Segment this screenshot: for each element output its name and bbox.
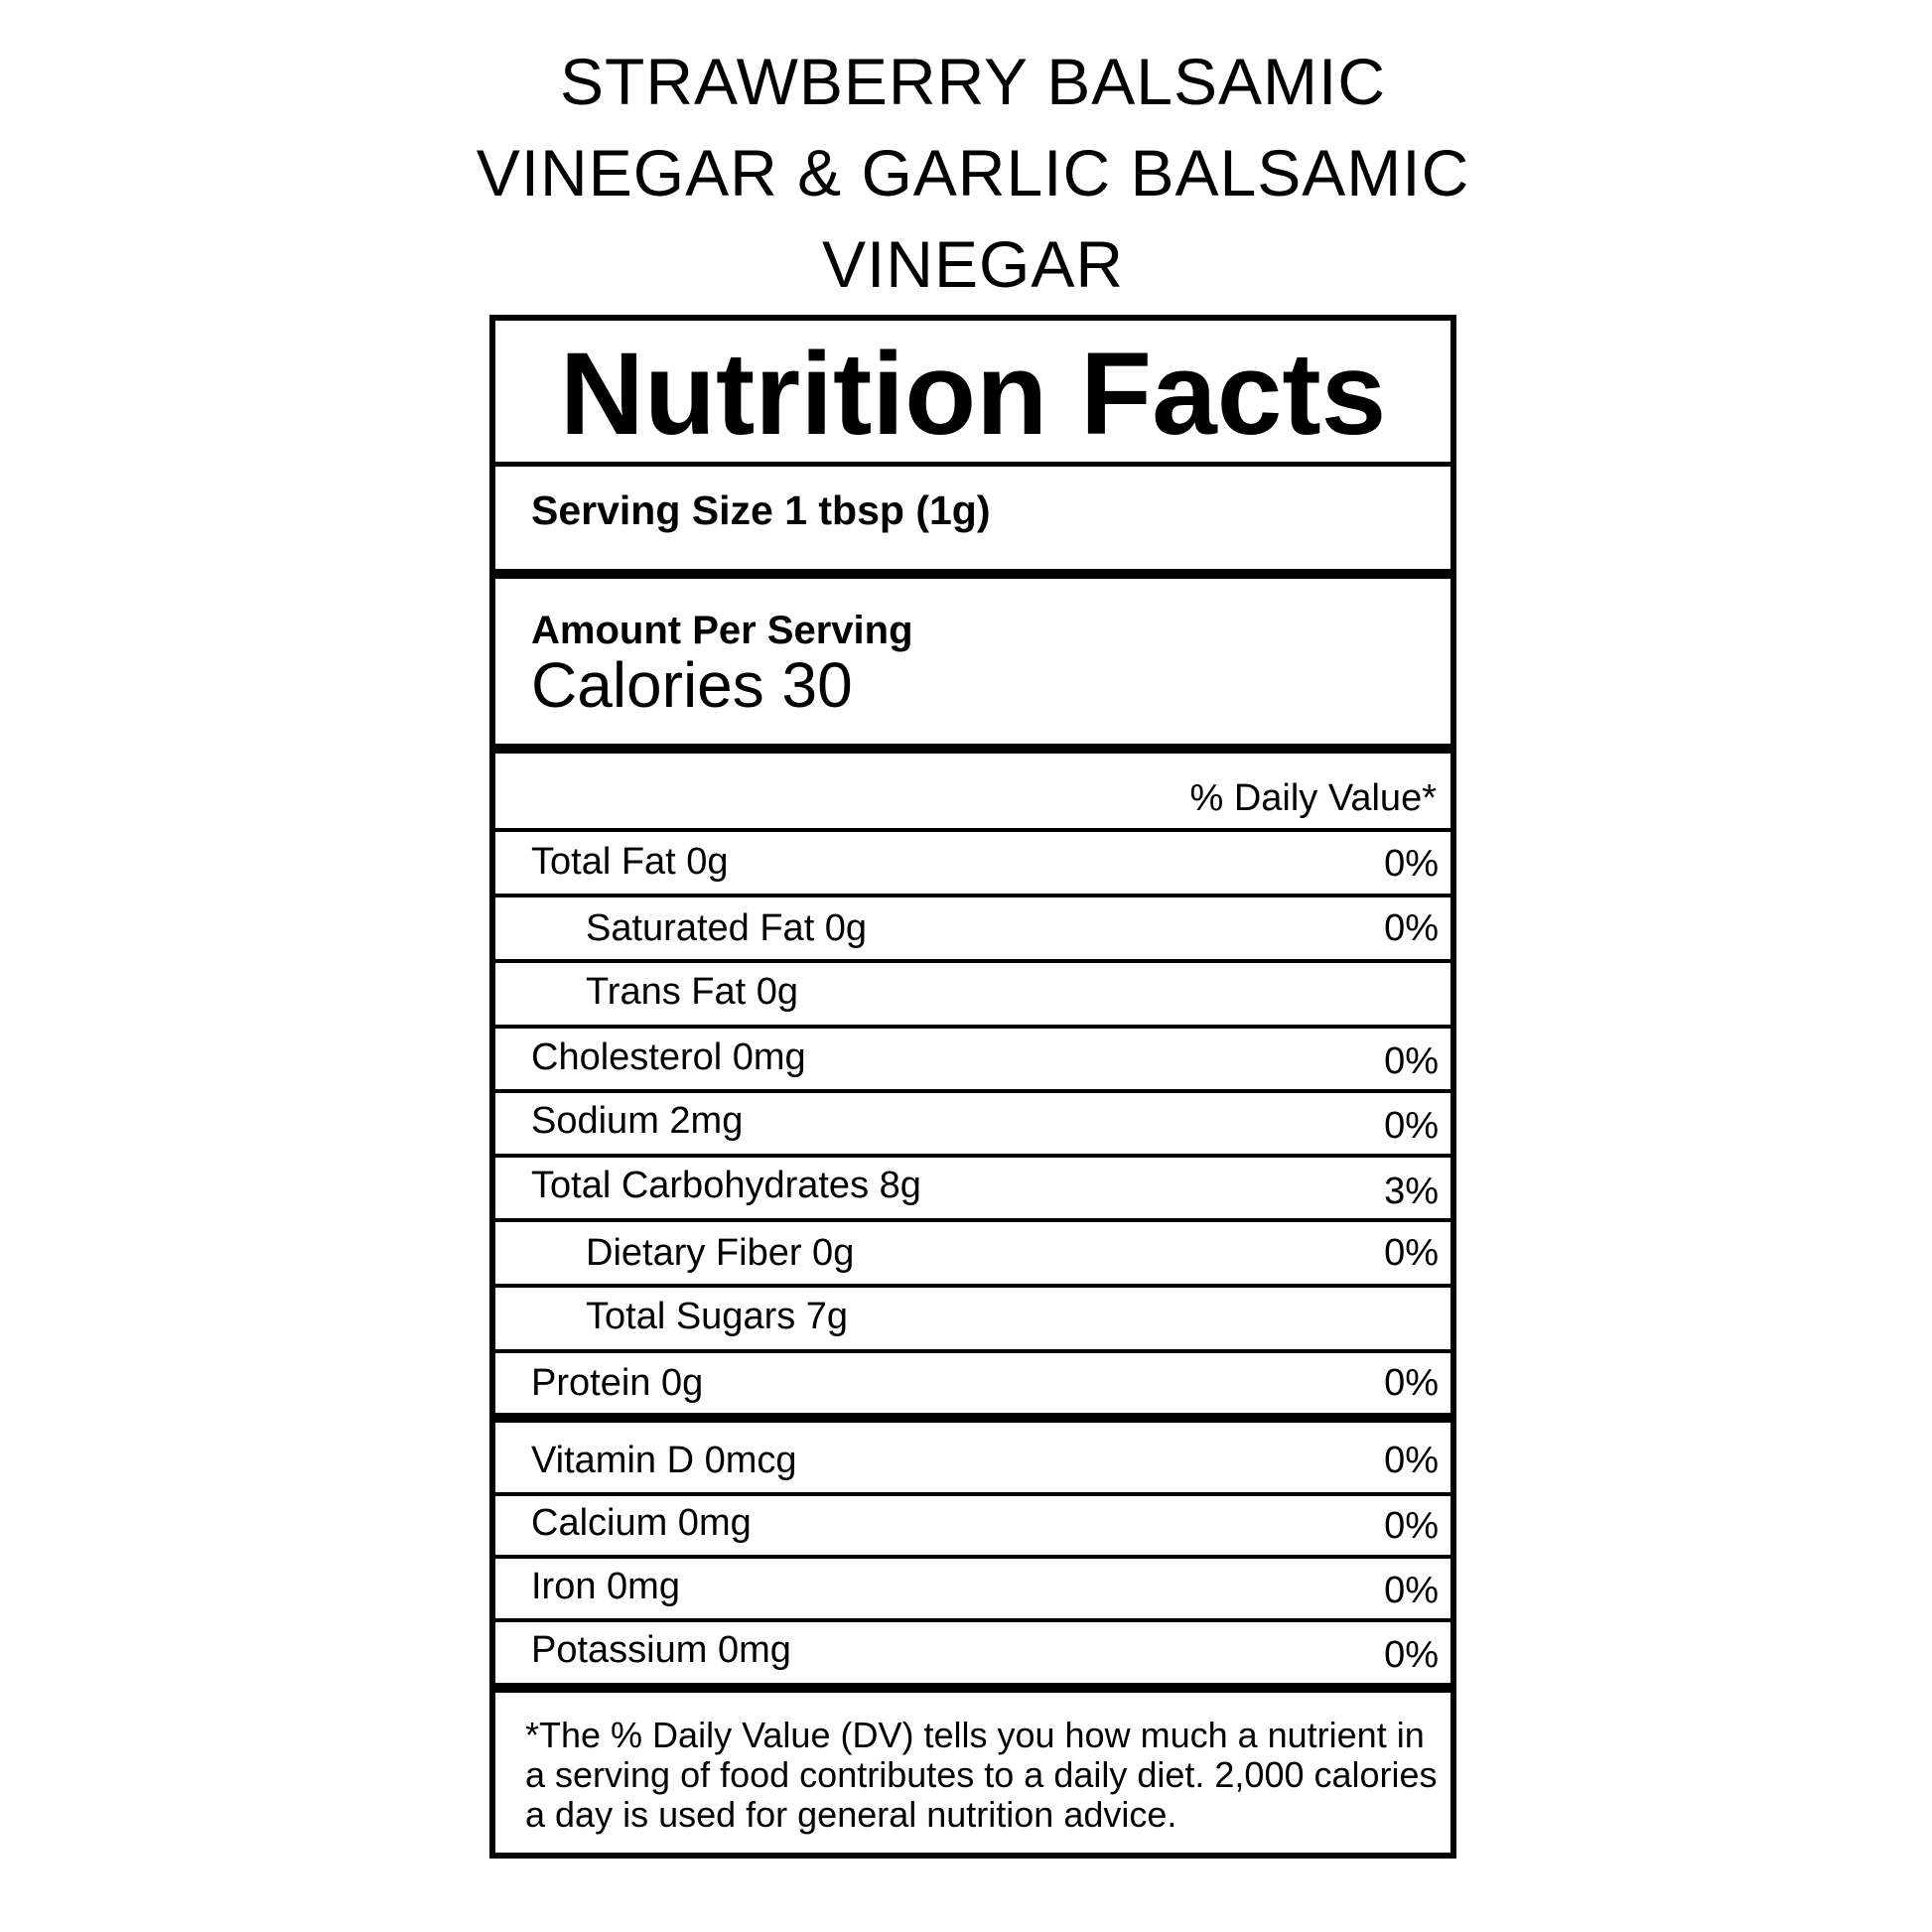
daily-value-header: % Daily Value* bbox=[1189, 777, 1437, 819]
divider-thick bbox=[495, 569, 1450, 579]
nutrition-facts-label bbox=[489, 315, 1456, 1859]
nutrient-name-protein: Protein 0g bbox=[531, 1362, 704, 1404]
divider-thin bbox=[495, 828, 1450, 832]
divider-thin bbox=[495, 1618, 1450, 1622]
divider-thin bbox=[495, 894, 1450, 897]
divider-thin bbox=[495, 1349, 1450, 1353]
nutrient-dv-potassium: 0% bbox=[1384, 1634, 1439, 1676]
divider-thin bbox=[495, 1154, 1450, 1158]
nutrient-name-potassium: Potassium 0mg bbox=[531, 1629, 791, 1671]
nutrient-name-total-fat: Total Fat 0g bbox=[531, 841, 729, 883]
nutrient-dv-vitamin-d: 0% bbox=[1384, 1440, 1439, 1481]
divider-thin bbox=[495, 1284, 1450, 1288]
product-title bbox=[0, 36, 1932, 310]
nutrient-dv-saturated-fat: 0% bbox=[1384, 907, 1439, 949]
nutrient-name-saturated-fat: Saturated Fat 0g bbox=[586, 907, 868, 949]
divider-thin bbox=[495, 1555, 1450, 1559]
nutrient-dv-calcium: 0% bbox=[1384, 1505, 1439, 1547]
nutrient-dv-total-fat: 0% bbox=[1384, 843, 1439, 885]
label-title: Nutrition Facts bbox=[559, 329, 1387, 460]
amount-per-serving: Amount Per Serving bbox=[531, 609, 913, 652]
nutrient-name-dietary-fiber: Dietary Fiber 0g bbox=[586, 1232, 855, 1274]
divider-thin bbox=[495, 1089, 1450, 1093]
divider-thick bbox=[495, 1413, 1450, 1423]
nutrient-dv-sodium: 0% bbox=[1384, 1105, 1439, 1147]
nutrient-name-cholesterol: Cholesterol 0mg bbox=[531, 1036, 806, 1078]
product-title-line-2: VINEGAR & GARLIC BALSAMIC bbox=[476, 136, 1470, 209]
product-title-line-1: STRAWBERRY BALSAMIC bbox=[560, 45, 1386, 118]
nutrient-name-trans-fat: Trans Fat 0g bbox=[586, 971, 799, 1013]
divider-thick bbox=[495, 744, 1450, 754]
product-title-line-3: VINEGAR bbox=[821, 227, 1125, 301]
nutrient-dv-dietary-fiber: 0% bbox=[1384, 1232, 1439, 1274]
nutrient-dv-protein: 0% bbox=[1384, 1362, 1439, 1404]
nutrient-name-vitamin-d: Vitamin D 0mcg bbox=[531, 1440, 797, 1481]
nutrient-name-calcium: Calcium 0mg bbox=[531, 1502, 752, 1544]
divider-thin bbox=[495, 1025, 1450, 1029]
nutrient-name-sodium: Sodium 2mg bbox=[531, 1100, 744, 1142]
divider-thin bbox=[495, 462, 1450, 467]
divider-thin bbox=[495, 1218, 1450, 1222]
divider-thin bbox=[495, 1492, 1450, 1496]
serving-size: Serving Size 1 tbsp (1g) bbox=[531, 487, 991, 533]
nutrient-name-iron: Iron 0mg bbox=[531, 1566, 680, 1607]
daily-value-footnote: *The % Daily Value (DV) tells you how much a nutrient in a serving of food contributes to a daily diet. 2,000 calories a day is used for general nutrition advice. bbox=[525, 1715, 1438, 1835]
nutrient-name-total-carbohydrates: Total Carbohydrates 8g bbox=[531, 1165, 921, 1206]
divider-thick bbox=[495, 1683, 1450, 1693]
divider-thin bbox=[495, 959, 1450, 963]
calories: Calories 30 bbox=[531, 649, 853, 721]
nutrient-dv-cholesterol: 0% bbox=[1384, 1040, 1439, 1082]
nutrient-dv-total-carbohydrates: 3% bbox=[1384, 1171, 1439, 1212]
nutrient-name-total-sugars: Total Sugars 7g bbox=[586, 1296, 849, 1337]
nutrient-dv-iron: 0% bbox=[1384, 1570, 1439, 1611]
